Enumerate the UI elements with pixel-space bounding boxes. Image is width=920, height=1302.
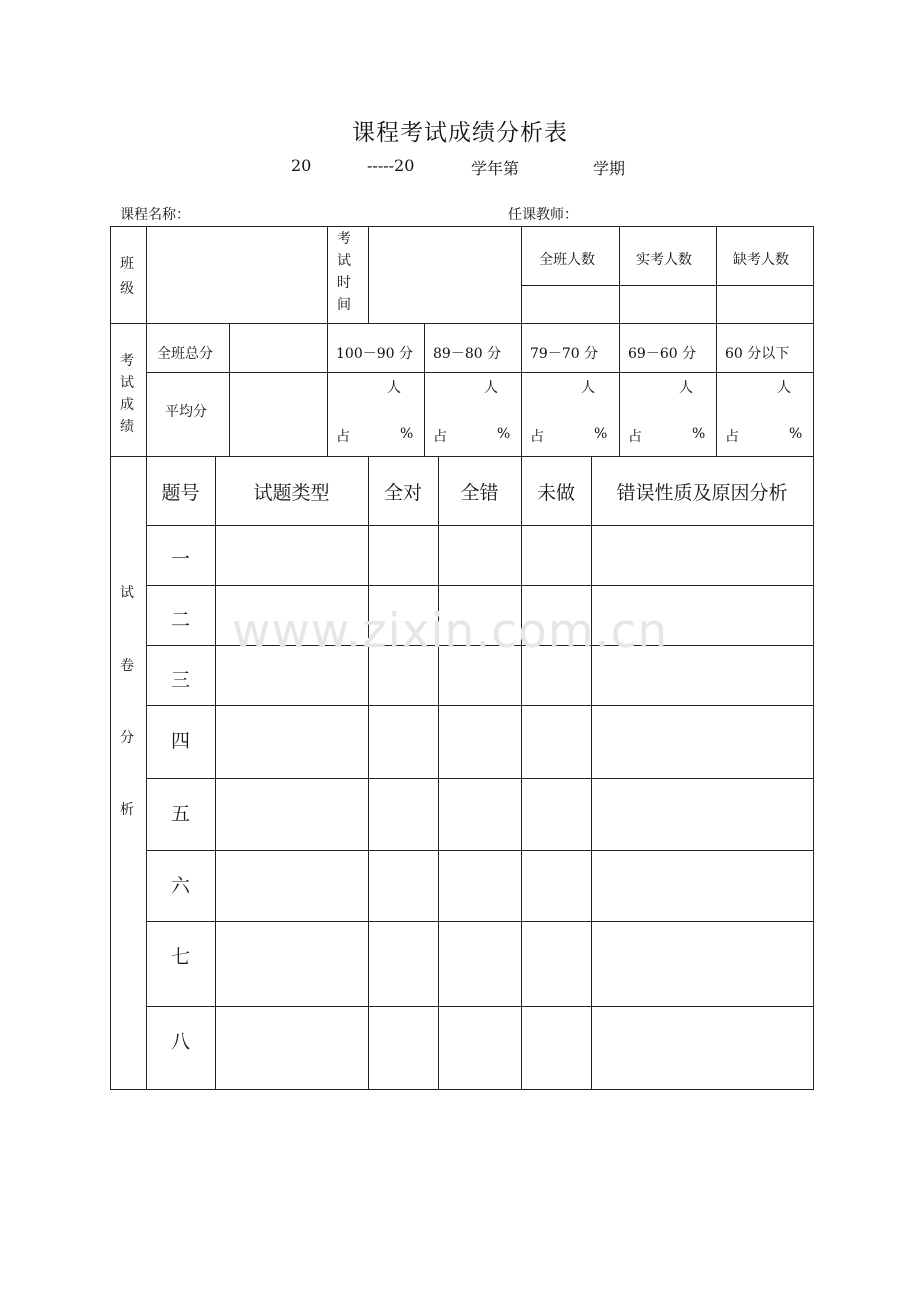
error-analysis-header: 错误性质及原因分析 [616,482,788,504]
percent-unit: % [692,426,706,442]
percent-unit: % [789,426,803,442]
question-number: 二 [170,609,190,631]
average-label: 平均分 [165,404,207,420]
person-unit: 人 [484,380,498,396]
analysis-label-char: 卷 [120,658,134,674]
share-prefix: 占 [725,429,739,445]
question-number: 六 [170,875,190,897]
question-number: 八 [170,1031,190,1053]
exam-score-label: 考 试 成 绩 [120,353,134,435]
range-79-70: 79－70 分 [530,346,599,362]
watermark: www.zixin.com.cn [232,604,669,659]
school-year-label: 学年第 [471,159,520,178]
course-name-label: 课程名称： [120,207,190,223]
analysis-label-char: 分 [120,730,134,746]
all-wrong-header: 全错 [460,482,499,504]
year-start: 20 [291,156,312,175]
class-label: 班 级 [120,256,134,297]
teacher-label: 任课教师： [508,207,578,223]
analysis-label-char: 试 [120,585,134,601]
page-title: 课程考试成绩分析表 [352,120,568,146]
percent-unit: % [594,426,608,442]
total-students-header: 全班人数 [539,252,595,268]
exam-time-label: 考 试 时 间 [337,231,351,313]
range-69-60: 69－60 分 [628,346,697,362]
percent-unit: % [497,426,511,442]
range-below-60: 60 分以下 [725,346,790,362]
person-unit: 人 [679,380,693,396]
share-prefix: 占 [336,429,350,445]
class-total-label: 全班总分 [157,346,213,362]
question-number: 七 [170,946,190,968]
absent-students-header: 缺考人数 [733,252,789,268]
share-prefix: 占 [530,429,544,445]
share-prefix: 占 [628,429,642,445]
range-89-80: 89－80 分 [433,346,502,362]
range-100-90: 100－90 分 [336,346,413,362]
semester-label: 学期 [593,159,626,178]
question-number: 四 [170,730,190,752]
percent-unit: % [400,426,414,442]
not-done-header: 未做 [536,482,575,504]
person-unit: 人 [777,380,791,396]
question-type-header: 试题类型 [253,482,330,504]
share-prefix: 占 [433,429,447,445]
question-number: 五 [170,803,190,825]
person-unit: 人 [581,380,595,396]
person-unit: 人 [387,380,401,396]
question-number: 一 [170,548,190,570]
year-end: -----20 [367,156,415,175]
all-correct-header: 全对 [383,482,422,504]
analysis-label-char: 析 [120,802,134,818]
actual-students-header: 实考人数 [636,252,692,268]
question-number-header: 题号 [161,482,200,504]
question-number: 三 [170,669,190,691]
